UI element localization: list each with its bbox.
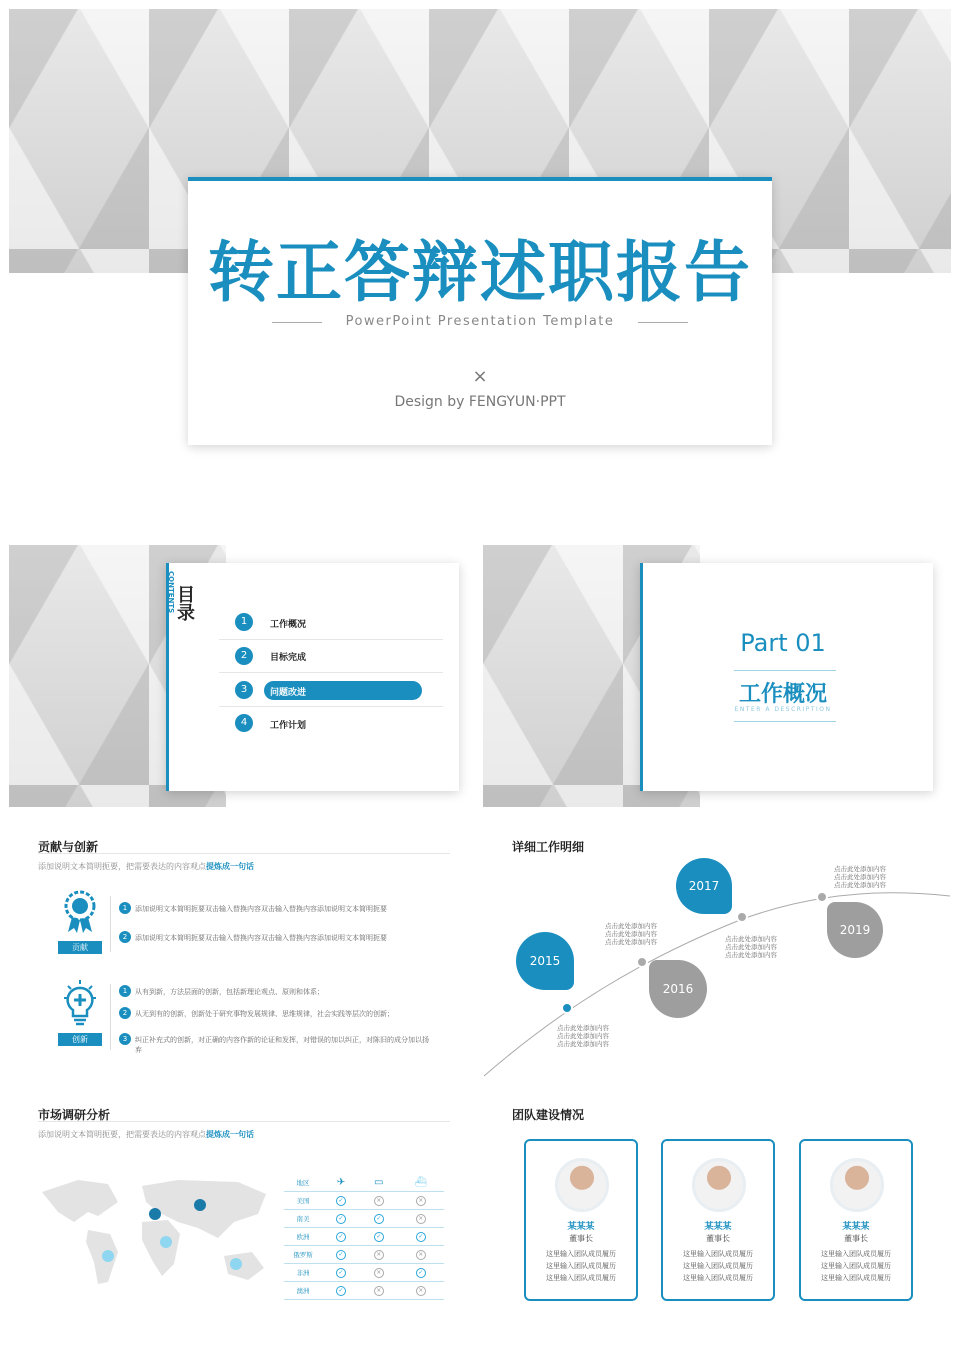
innovation-item-2: 从无到有的创新，创新处于研究事物发展规律、思维规律，社会实践等层次的创新；: [135, 1010, 394, 1018]
contrib-num-1: 1: [119, 902, 131, 914]
table-region: 非洲: [284, 1264, 322, 1282]
team-member-bio: 这里输入团队成员履历: [683, 1262, 753, 1270]
team-card-2: [661, 1139, 775, 1301]
table-region: 澳洲: [284, 1282, 322, 1300]
cover-cross: ×: [472, 366, 488, 387]
cross-icon: ×: [398, 1192, 444, 1210]
timeline-bubble-2016: 2016: [649, 960, 707, 1018]
part-title: 工作概况: [738, 682, 827, 707]
toc-card: [166, 563, 459, 791]
avatar: [555, 1158, 609, 1212]
part-card: [640, 563, 933, 791]
world-map: [38, 1172, 272, 1292]
contrib-rule: [38, 853, 450, 854]
innovation-vbar: [110, 984, 111, 1050]
check-icon: ✓: [322, 1246, 360, 1264]
team-member-role: 董事长: [706, 1234, 730, 1243]
part-rule-bottom: [734, 721, 836, 722]
timeline-note-2017: [716, 935, 786, 959]
team-member-role: 董事长: [569, 1234, 593, 1243]
contrib-vbar: [110, 896, 111, 952]
market-subtitle-text: 添加说明文本简明扼要，把需要表达的内容观点: [38, 1130, 206, 1139]
note-line: 点击此处添加内容: [605, 930, 657, 938]
check-icon: ✓: [322, 1228, 360, 1246]
toc-divider: [219, 639, 443, 640]
toc-num-1: 1: [235, 613, 253, 631]
toc-heading: 目录: [174, 585, 195, 621]
cross-icon: ×: [360, 1282, 398, 1300]
innovation-item-1: 从有到新，方法层面的创新，包括新理论观点、原则和体系；: [135, 988, 324, 996]
team-card-3: [799, 1139, 913, 1301]
lightbulb-icon: [60, 980, 100, 1028]
contrib-subtitle-bold: 提炼成一句话: [206, 862, 254, 871]
train-icon: ▭: [360, 1174, 398, 1192]
team-title: 团队建设情况: [512, 1108, 585, 1122]
cross-icon: ×: [360, 1192, 398, 1210]
table-row: [284, 1228, 444, 1246]
cross-icon: ×: [398, 1282, 444, 1300]
contrib-item-1: 添加说明文本简明扼要双击输入替换内容双击输入替换内容添加说明文本简明扼要: [135, 905, 387, 913]
table-region: 美国: [284, 1192, 322, 1210]
team-member-bio: 这里输入团队成员履历: [821, 1274, 891, 1282]
timeline-bubble-2019: 2019: [827, 902, 883, 958]
toc-item-1[interactable]: 工作概况: [270, 620, 307, 630]
table-region: 南美: [284, 1210, 322, 1228]
timeline-note-2015: [548, 1024, 618, 1048]
part-en: ENTER A DESCRIPTION: [734, 706, 832, 713]
innovation-num-1: 1: [119, 985, 131, 997]
market-subtitle: [38, 1129, 254, 1140]
timeline-note-2019: [825, 865, 895, 889]
ship-icon: ⛴: [398, 1174, 444, 1192]
avatar: [692, 1158, 746, 1212]
avatar: [830, 1158, 884, 1212]
note-line: 点击此处添加内容: [605, 938, 657, 946]
note-line: 点击此处添加内容: [834, 881, 886, 889]
cover-subtitle-line-right: [638, 322, 688, 323]
team-member-bio: 这里输入团队成员履历: [683, 1250, 753, 1258]
toc-num-4: 4: [235, 714, 253, 732]
contrib-subtitle-text: 添加说明文本简明扼要，把需要表达的内容观点: [38, 862, 206, 871]
market-title: 市场调研分析: [38, 1108, 111, 1122]
toc-item-2[interactable]: 目标完成: [270, 653, 307, 663]
team-member-name: 某某某: [567, 1222, 595, 1232]
toc-num-2: 2: [235, 647, 253, 665]
team-member-bio: 这里输入团队成员履历: [821, 1250, 891, 1258]
team-member-name: 某某某: [704, 1222, 732, 1232]
team-member-name: 某某某: [842, 1222, 870, 1232]
cross-icon: ×: [398, 1210, 444, 1228]
innovation-item-3: 纠正补充式的创新，对正确的内容作新的论证和发挥，对错误的加以纠正，对陈旧的成分加以扬弃: [135, 1036, 429, 1054]
check-icon: ✓: [398, 1228, 444, 1246]
timeline-title: 详细工作明细: [512, 840, 585, 854]
note-line: 点击此处添加内容: [605, 922, 657, 930]
check-icon: ✓: [322, 1192, 360, 1210]
table-row: [284, 1192, 444, 1210]
note-line: 点击此处添加内容: [557, 1040, 609, 1048]
check-icon: ✓: [322, 1210, 360, 1228]
table-row: [284, 1282, 444, 1300]
note-line: 点击此处添加内容: [834, 873, 886, 881]
team-member-bio: 这里输入团队成员履历: [546, 1262, 616, 1270]
contrib-item-2: 添加说明文本简明扼要双击输入替换内容双击输入替换内容添加说明文本简明扼要: [135, 934, 387, 942]
team-member-bio: 这里输入团队成员履历: [683, 1274, 753, 1282]
innovation-num-3: 3: [119, 1033, 131, 1045]
timeline-note-2016: [596, 922, 666, 946]
check-icon: ✓: [322, 1282, 360, 1300]
team-member-bio: 这里输入团队成员履历: [821, 1262, 891, 1270]
plane-icon: ✈: [322, 1174, 360, 1192]
check-icon: ✓: [360, 1210, 398, 1228]
market-rule: [38, 1121, 450, 1122]
team-card-1: [524, 1139, 638, 1301]
toc-item-3[interactable]: 问题改进: [270, 688, 307, 698]
contrib-num-2: 2: [119, 931, 131, 943]
market-subtitle-bold: 提炼成一句话: [206, 1130, 254, 1139]
innovation-tag: 创新: [58, 1033, 102, 1046]
cover-title: 转正答辩述职报告: [208, 234, 752, 311]
contrib-subtitle: [38, 861, 254, 872]
cross-icon: ×: [360, 1264, 398, 1282]
check-icon: ✓: [360, 1228, 398, 1246]
cover-subtitle: PowerPoint Presentation Template: [345, 314, 615, 329]
table-row: [284, 1210, 444, 1228]
team-member-role: 董事长: [844, 1234, 868, 1243]
table-region: 欧洲: [284, 1228, 322, 1246]
contrib-title: 贡献与创新: [38, 840, 99, 854]
toc-num-3: 3: [235, 681, 253, 699]
note-line: 点击此处添加内容: [725, 935, 777, 943]
award-icon: [60, 890, 100, 934]
cover-design-credit: Design by FENGYUN·PPT: [394, 394, 566, 410]
part-label: Part 01: [740, 629, 826, 657]
market-table: [284, 1174, 444, 1300]
note-line: 点击此处添加内容: [557, 1024, 609, 1032]
table-row: [284, 1264, 444, 1282]
cover-card: [188, 177, 772, 445]
table-row: [284, 1246, 444, 1264]
note-line: 点击此处添加内容: [834, 865, 886, 873]
table-region: 俄罗斯: [284, 1246, 322, 1264]
timeline-bubble-2015: 2015: [516, 932, 574, 990]
note-line: 点击此处添加内容: [725, 951, 777, 959]
check-icon: ✓: [322, 1264, 360, 1282]
market-table-grid: [284, 1174, 444, 1300]
cross-icon: ×: [398, 1246, 444, 1264]
team-member-bio: 这里输入团队成员履历: [546, 1274, 616, 1282]
note-line: 点击此处添加内容: [725, 943, 777, 951]
check-icon: ✓: [398, 1264, 444, 1282]
toc-divider: [219, 706, 443, 707]
toc-vertical-en: CONTENTS: [167, 571, 175, 614]
note-line: 点击此处添加内容: [557, 1032, 609, 1040]
timeline-bubble-2017: 2017: [676, 858, 732, 914]
toc-item-4[interactable]: 工作计划: [270, 721, 307, 731]
cross-icon: ×: [360, 1246, 398, 1264]
table-header-region: 地区: [284, 1174, 322, 1192]
contrib-tag: 贡献: [58, 941, 102, 954]
team-member-bio: 这里输入团队成员履历: [546, 1250, 616, 1258]
toc-divider: [219, 672, 443, 673]
cover-subtitle-line-left: [272, 322, 322, 323]
part-rule-top: [734, 670, 836, 671]
innovation-num-2: 2: [119, 1007, 131, 1019]
